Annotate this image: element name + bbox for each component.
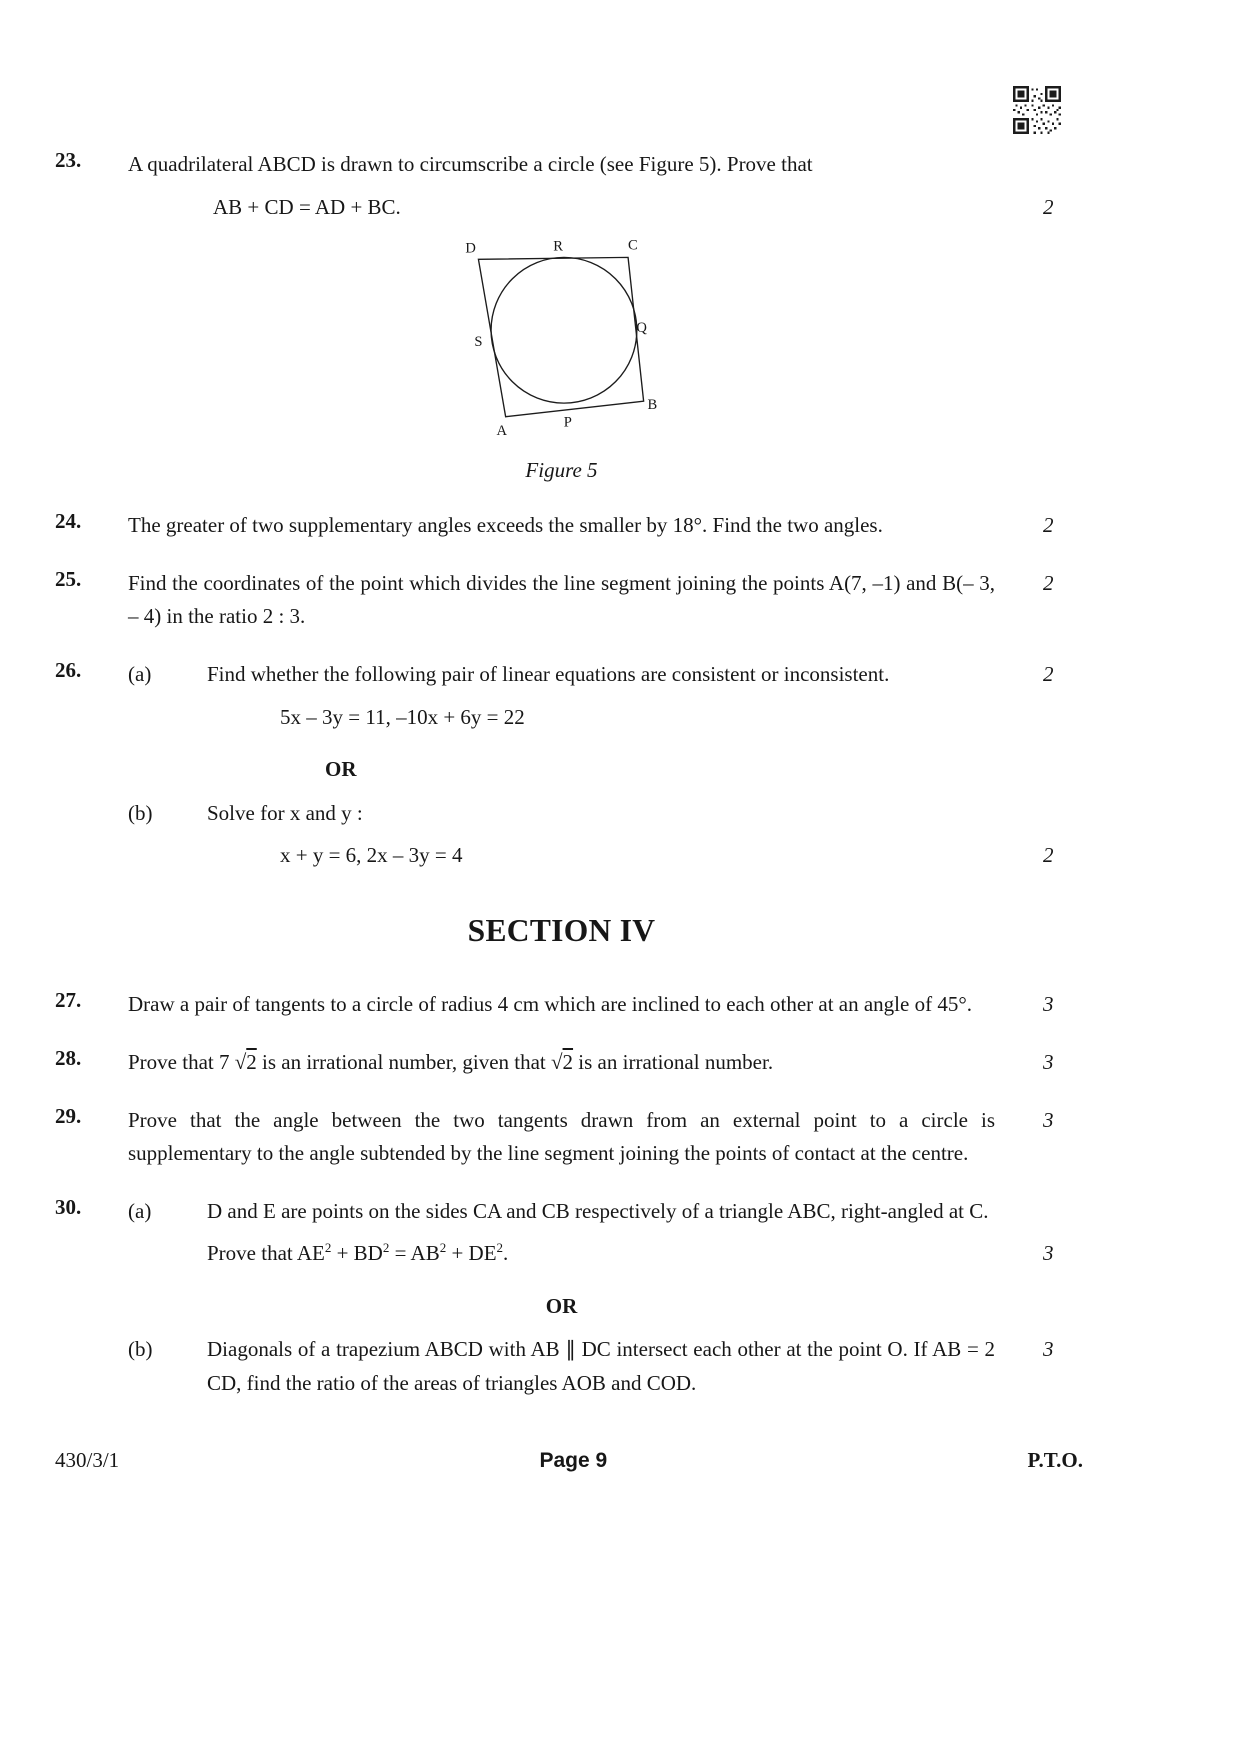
sqrt-symbol: √	[234, 1049, 247, 1074]
question-24-marks: 2	[1043, 513, 1054, 538]
question-23-marks: 2	[1043, 194, 1054, 219]
part-b-label: (b)	[128, 800, 153, 825]
question-23	[55, 148, 1054, 485]
quadrilateral-abcd	[478, 258, 643, 417]
question-28	[55, 1045, 1054, 1080]
question-30a-text: D and E are points on the sides CA and CB respectively of a triangle ABC, right-angled at C.	[207, 1198, 989, 1223]
question-23-text: A quadrilateral ABCD is drawn to circumscribe a circle (see Figure 5). Prove that	[128, 152, 813, 176]
question-25-marks: 2	[1043, 570, 1054, 595]
question-25-text: 2 Find the coordinates of the point which divides the line segment joining the points A(7, –1) and B(– 3, – 4) in the ratio 2 : 3.	[128, 567, 995, 634]
question-30b-marks: 3	[1043, 1337, 1054, 1362]
question-29	[55, 1103, 1054, 1171]
vertex-label-b: B	[647, 397, 657, 414]
vertex-label-a: A	[495, 423, 507, 440]
tangent-label-p: P	[563, 414, 572, 431]
question-29-number: 29.	[55, 1103, 82, 1128]
question-26b-marks: 2	[1043, 843, 1054, 868]
question-26a-equation: 5x – 3y = 11, –10x + 6y = 22	[280, 704, 525, 729]
tangent-label-s: S	[473, 333, 482, 350]
figure-5-drawing	[459, 236, 665, 442]
question-26a-text: 2 Find whether the following pair of linear equations are consistent or inconsistent.	[207, 658, 995, 692]
question-28-text: 3 Prove that 7 √2 is an irrational number, given that √2 is an irrational number.	[128, 1046, 995, 1080]
question-29-text: 3 Prove that the angle between the two tangents drawn from an external point to a circle is supplementary to the angle subtended by the line segment joining the points of contact at the centre.	[128, 1104, 995, 1171]
question-26-part-b	[128, 797, 1054, 882]
page-footer	[55, 1448, 1083, 1473]
question-27-text: 3 Draw a pair of tangents to a circle of radius 4 cm which are inclined to each other at an angle of 45°.	[128, 988, 995, 1022]
question-29-marks: 3	[1043, 1107, 1054, 1132]
tangent-label-r: R	[552, 238, 563, 255]
question-26-or: OR	[325, 757, 357, 782]
part-b-label: (b)	[128, 1337, 153, 1362]
qr-code-image	[1013, 86, 1061, 134]
tangent-label-q: Q	[635, 320, 647, 337]
question-26b-equation: 2 x + y = 6, 2x – 3y = 4	[280, 839, 995, 873]
question-30a-marks: 3	[1043, 1241, 1054, 1266]
vertex-label-d: D	[464, 240, 476, 257]
figure-5	[459, 236, 665, 483]
question-26	[55, 657, 1054, 882]
sqrt-symbol: √	[551, 1049, 563, 1074]
section-iv-header: SECTION IV	[467, 912, 656, 948]
question-28-marks: 3	[1043, 1049, 1054, 1074]
question-30-number: 30.	[55, 1194, 82, 1219]
question-30a-formula: 3 Prove that $AE^2 + BD^2 = AB^2 + DE^2$.	[207, 1237, 995, 1271]
question-24-text: 2 The greater of two supplementary angles exceeds the smaller by 18°. Find the two angles.	[128, 509, 995, 543]
question-30-part-a	[128, 1195, 1054, 1280]
question-26a-marks: 2	[1043, 661, 1054, 686]
question-30-part-b	[128, 1333, 1054, 1400]
paper-code: 430/3/1	[55, 1448, 120, 1472]
inscribed-circle	[491, 258, 637, 404]
question-30b-text: 3 Diagonals of a trapezium ABCD with AB ∥ DC intersect each other at the point O. If AB = 2 CD, find the ratio of the areas of triangles AOB and COD.	[207, 1333, 995, 1400]
page-number: Page 9	[539, 1449, 608, 1472]
question-27	[55, 988, 1054, 1022]
question-26-part-a	[128, 658, 1054, 743]
pto-label: P.T.O.	[1027, 1448, 1083, 1472]
question-23-equation: 2 AB + CD = AD + BC.	[213, 191, 995, 225]
figure-5-caption: Figure 5	[525, 458, 598, 483]
question-27-number: 27.	[55, 988, 82, 1013]
question-25-number: 25.	[55, 566, 82, 591]
question-26b-text: Solve for x and y :	[207, 800, 363, 825]
qr-code	[1013, 86, 1061, 134]
question-28-number: 28.	[55, 1045, 82, 1070]
question-25	[55, 566, 1054, 634]
question-30	[55, 1194, 1054, 1401]
question-24	[55, 509, 1054, 543]
question-26-number: 26.	[55, 657, 82, 682]
vertex-label-c: C	[627, 237, 638, 254]
part-a-label: (a)	[128, 661, 152, 686]
question-24-number: 24.	[55, 509, 82, 534]
part-a-label: (a)	[128, 1198, 152, 1223]
question-27-marks: 3	[1043, 992, 1054, 1017]
question-23-number: 23.	[55, 148, 82, 172]
question-30-or: OR	[545, 1293, 578, 1318]
